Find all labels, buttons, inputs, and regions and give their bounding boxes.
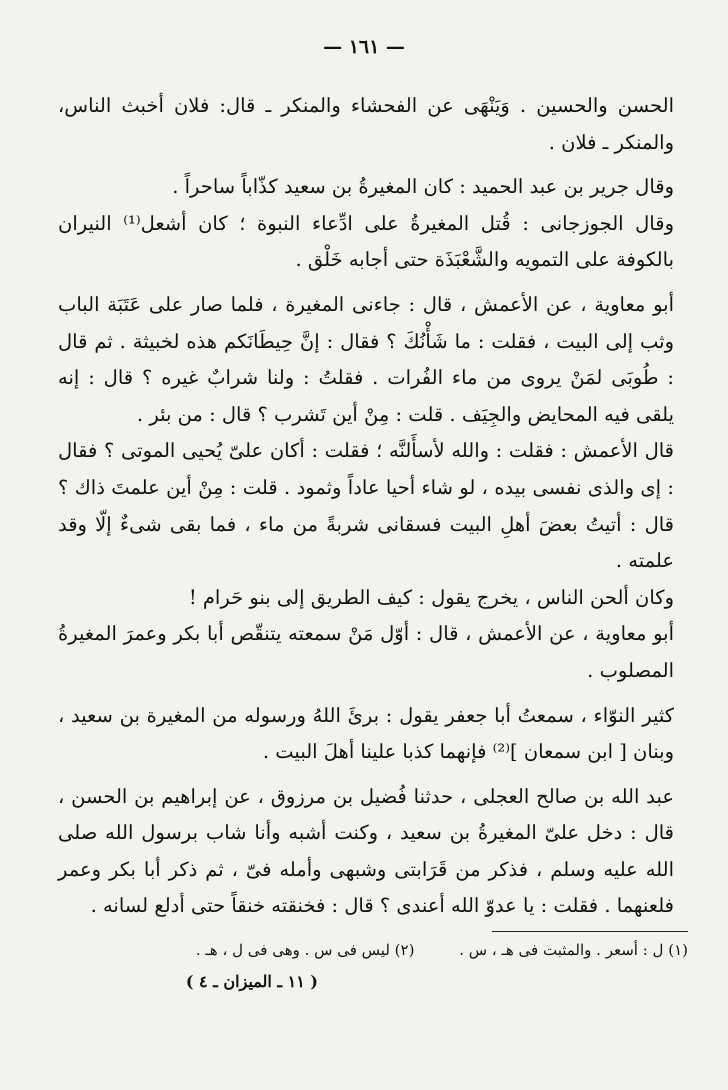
- paragraph: عبد الله بن صالح العجلى ، حدثنا فُضيل بن مرزوق ، عن إبراهيم بن الحسن ، قال : دخل علىّ المغيرةُ بن سعيد ، وكنت أشبه وأنا شاب برسول الله صلى الله عليه وسلم ، فذكر من قَرَابتى وشبهى وأمله فىّ ، ثم ذكر أبا بكر وعمر فلعنهما . فقلت : يا عدوّ الله أعندى ؟ قال : فخنقته خنقاً حتى أدلع لسانه .: [58, 784, 674, 918]
- paragraph: قال الأعمش : فقلت : والله لأسأَلنَّه ؛ فقلت : أكان علىّ يُحيى الموتى ؟ فقال : إى والذى نفسى بيده ، لو شاء أحيا عاداً وثمود . قلت : مِنْ أين علمتَ ذاك ؟ قال : أتيتُ بعضَ أهلِ البيت فسقانى شربةً من ماء ، فما بقى شىءٌ إلّا وقد علمته .: [58, 439, 674, 573]
- paragraph: كثير النوّاء ، سمعتُ أبا جعفر يقول : برئَ اللهُ ورسوله من المغيرة بن سعيد ، وبنان [ ابن سمعان ]⁽²⁾ فإنهما كذبا علينا أهلَ البيت .: [58, 703, 674, 764]
- signature-mark: ( ١١ ـ الميزان ـ ٤ ): [185, 972, 318, 991]
- page-number: — ١٦١ —: [323, 36, 405, 58]
- paragraph: أبو معاوية ، عن الأعمش ، قال : أوّل مَنْ سمعته يتنقّص أبا بكر وعمرَ المغيرةُ المصلوب .: [58, 622, 674, 682]
- footnotes: [52, 938, 688, 962]
- main-text: [58, 88, 674, 925]
- paragraph: وقال جرير بن عبد الحميد : كان المغيرةُ بن سعيد كذّاباً ساحراً .: [172, 175, 674, 199]
- paragraph: وكان ألحن الناس ، يخرج يقول : كيف الطريق إلى بنو حَرام !: [188, 585, 674, 609]
- footnote-divider: [492, 931, 688, 932]
- paragraph: الحسن والحسين . وَيَنْهَى عن الفحشاء والمنكر ـ قال: فلان أخبث الناس، والمنكر ـ فلان .: [58, 94, 674, 154]
- paragraph: أبو معاوية ، عن الأعمش ، قال : جاءنى المغيرة ، فلما صار على عَتَبَة الباب وثب إلى البيت ، فقلت : ما شَأْنُكَ ؟ فقال : إنَّ حِيطَانَكم هذه لخبيثة . ثم قال : طُوبَى لمَنْ يروى من ماء الفُرات . فقلتُ : ولنا شرابٌ غيره ؟ قال : إنه يلقى فيه المحايض والجِيَف . قلت : مِنْ أين تَشرب ؟ قال : من بئر .: [58, 292, 674, 426]
- footnote-1: (١) ل : أسعر . والمثبت فى هـ ، س .: [459, 941, 688, 959]
- footnote-2: (٢) ليس فى س . وهى فى ل ، هـ .: [195, 941, 415, 959]
- paragraph: وقال الجوزجانى : قُتل المغيرةُ على ادِّعاء النبوة ؛ كان أشعل⁽¹⁾ النيران بالكوفة على التمويه والشَّعْبَذَة حتى أجابه خَلْق .: [58, 211, 674, 272]
